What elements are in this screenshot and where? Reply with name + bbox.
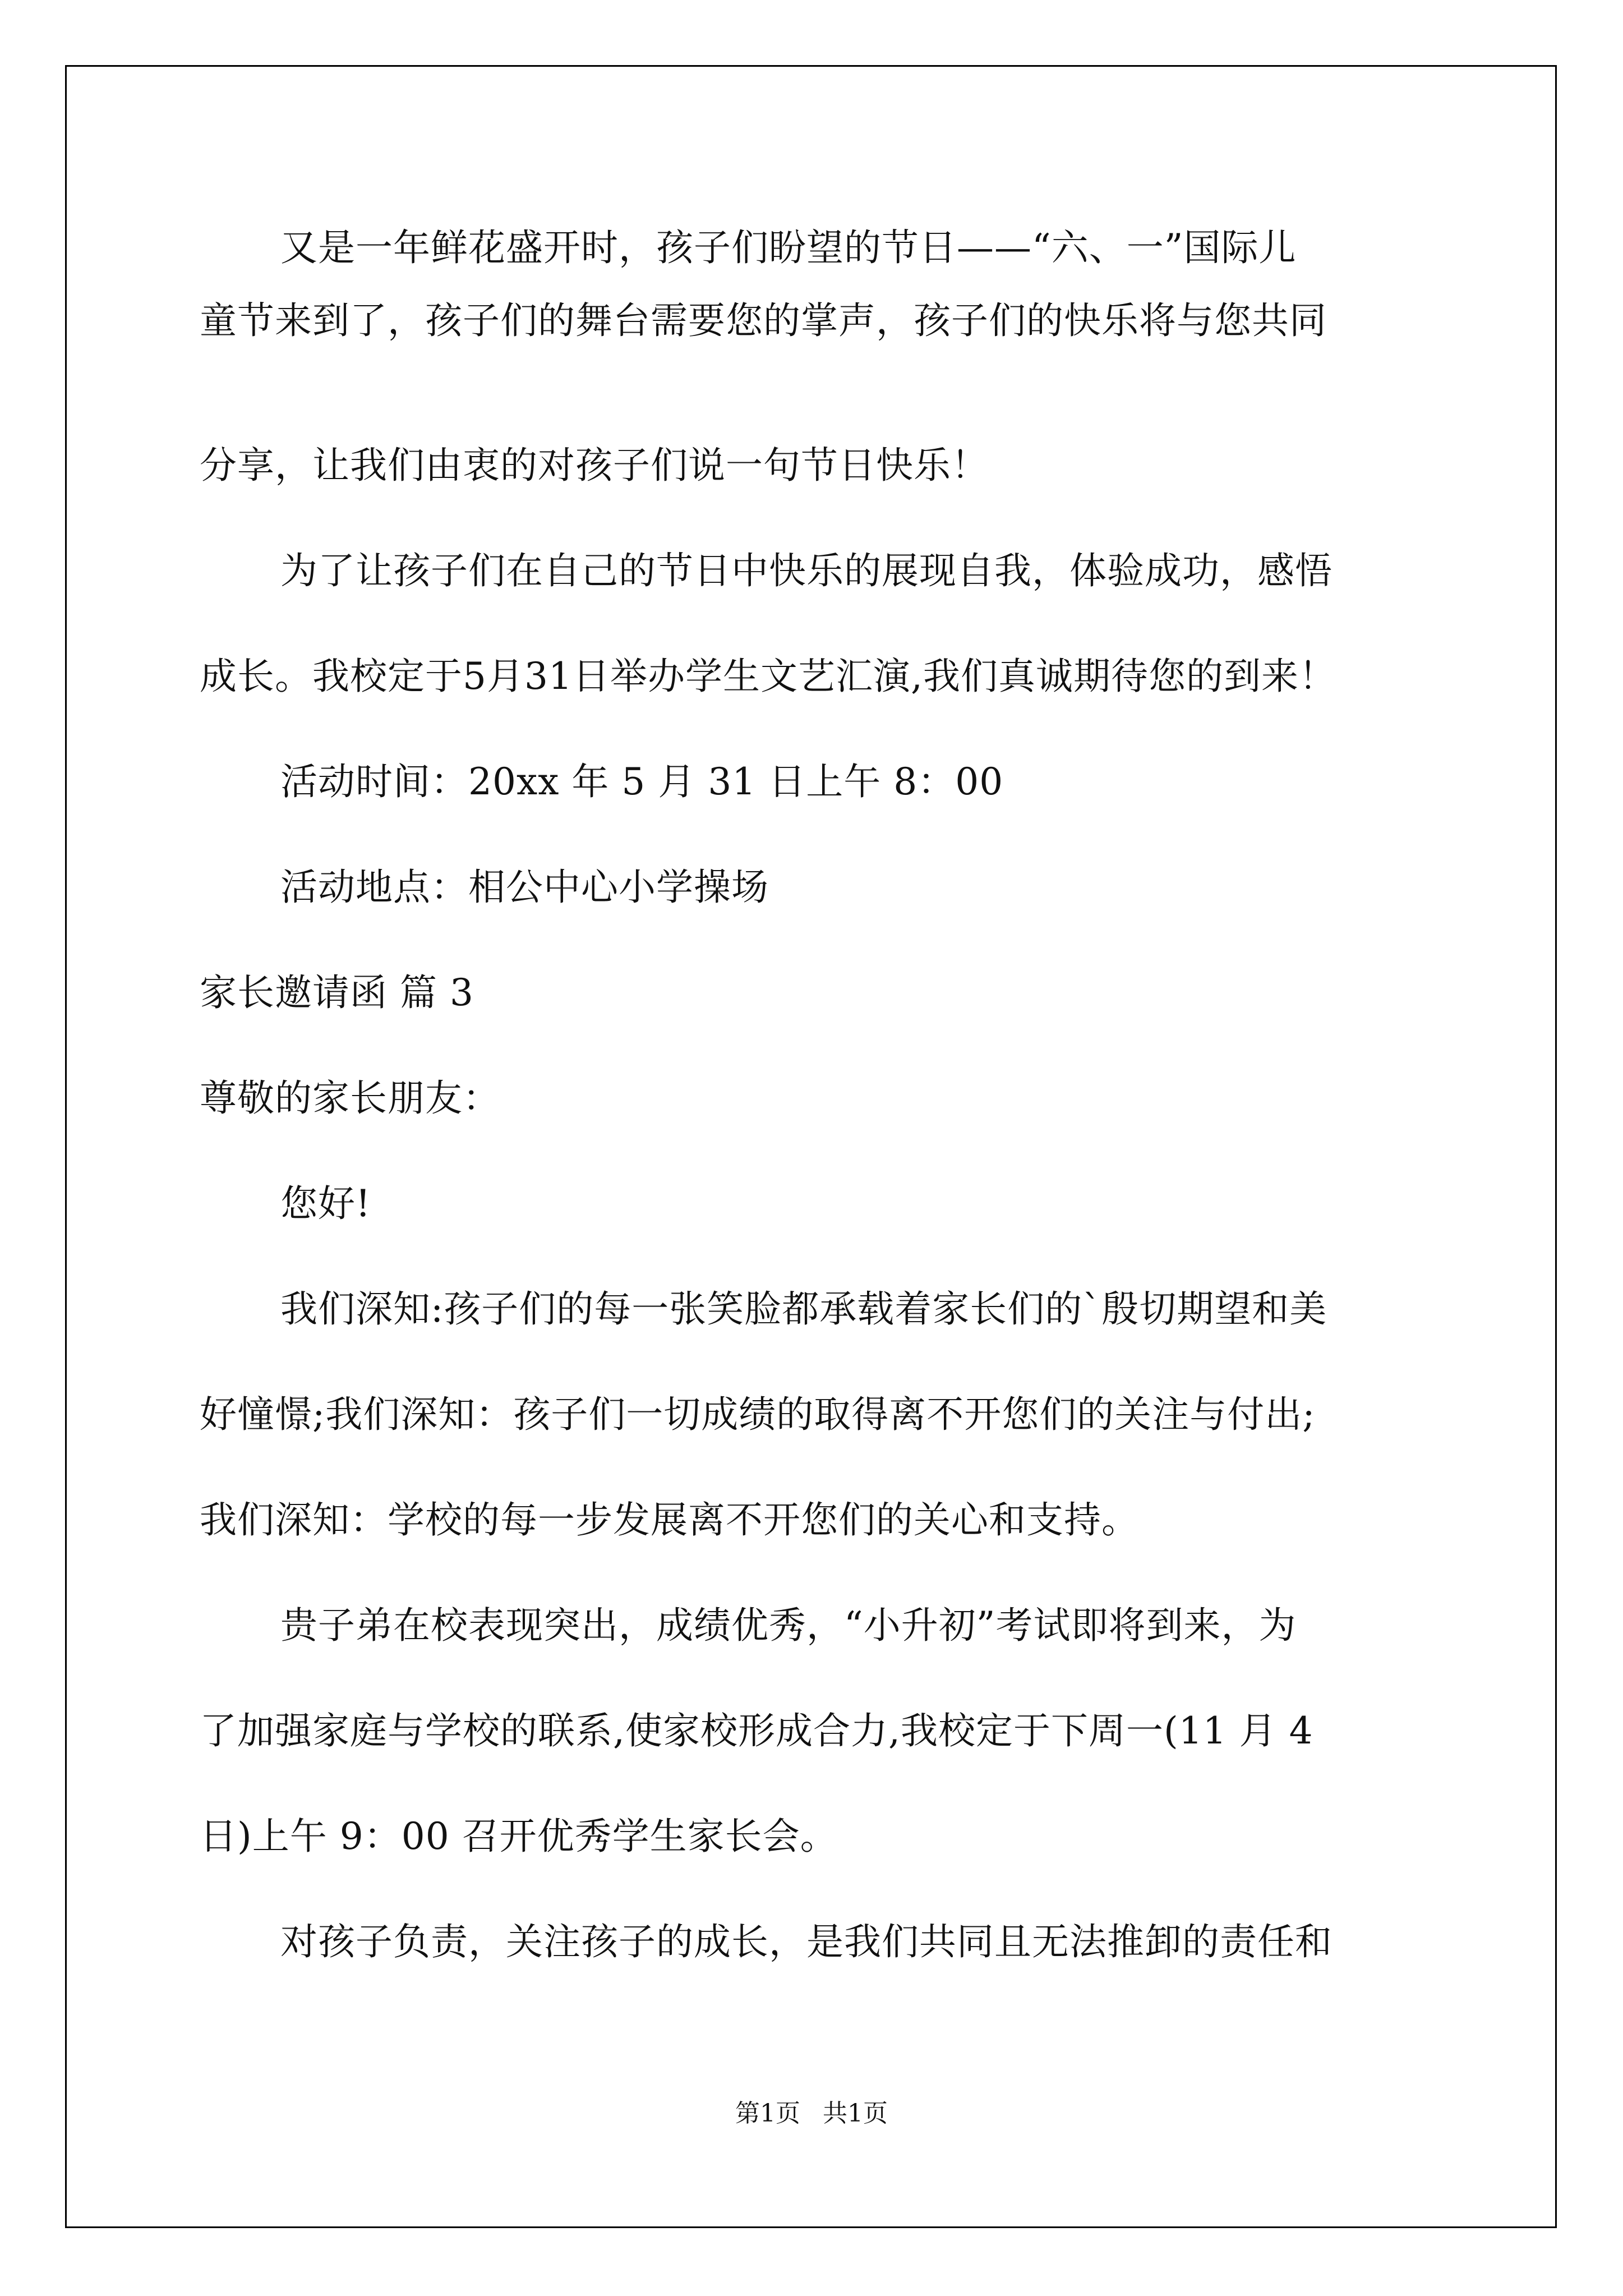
paragraph-4-line-1: 贵子弟在校表现突出，成绩优秀，“小升初”考试即将到来，为 [280,1604,1297,1647]
section-heading: 家长邀请函 篇 3 [200,971,474,1014]
page-footer [0,2097,1623,2131]
paragraph-1-line-2: 童节来到了，孩子们的舞台需要您的掌声，孩子们的快乐将与您共同 [200,299,1327,342]
paragraph-1-line-3: 分享，让我们由衷的对孩子们说一句节日快乐！ [200,444,989,487]
paragraph-5-line-1: 对孩子负责，关注孩子的成长，是我们共同且无法推卸的责任和 [280,1920,1332,1963]
paragraph-3-line-3: 我们深知：学校的每一步发展离不开您们的关心和支持。 [200,1498,1139,1542]
activity-time: 活动时间：20xx 年 5 月 31 日上午 8：00 [280,760,1004,803]
paragraph-1-line-1: 又是一年鲜花盛开时，孩子们盼望的节日——“六、一”国际儿 [280,226,1297,269]
activity-location: 活动地点：相公中心小学操场 [280,866,769,909]
paragraph-2-line-2: 成长。我校定于5月31日举办学生文艺汇演,我们真诚期待您的到来！ [200,655,1336,698]
salutation: 尊敬的家长朋友： [200,1076,500,1120]
greeting: 您好! [280,1182,371,1225]
paragraph-3-line-2: 好憧憬;我们深知：孩子们一切成绩的取得离不开您们的关注与付出; [200,1393,1316,1436]
page-number: 第1页 [735,2099,800,2128]
paragraph-2-line-1: 为了让孩子们在自己的节日中快乐的展现自我，体验成功，感悟 [280,549,1332,592]
paragraph-3-line-1: 我们深知:孩子们的每一张笑脸都承载着家长们的`殷切期望和美 [280,1287,1327,1331]
page-border [65,65,1557,2228]
paragraph-4-line-3: 日)上午 9：00 召开优秀学生家长会。 [200,1815,838,1858]
page-total: 共1页 [823,2099,888,2128]
paragraph-4-line-2: 了加强家庭与学校的联系,使家校形成合力,我校定于下周一(11 月 4 [200,1709,1313,1752]
